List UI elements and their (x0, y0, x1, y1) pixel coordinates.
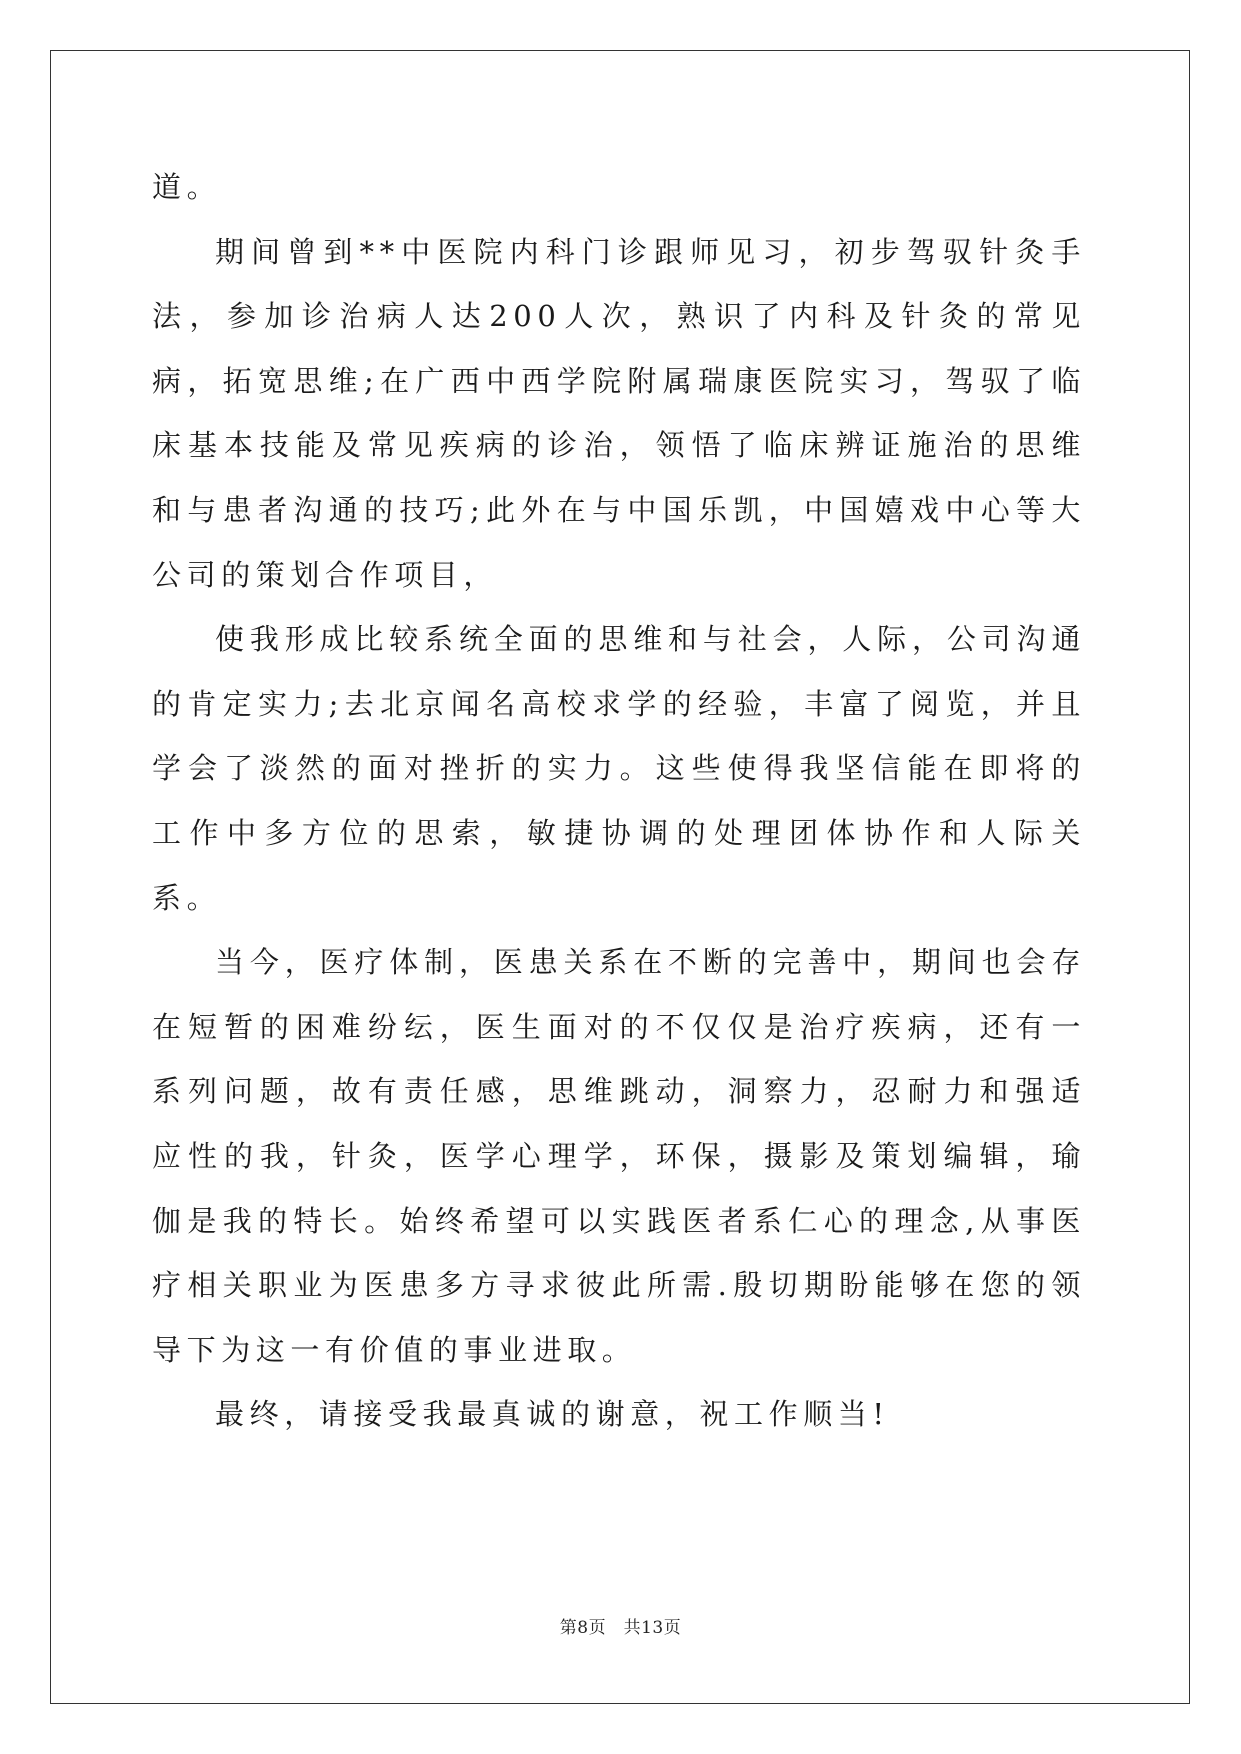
paragraph-internship: 期间曾到**中医院内科门诊跟师见习，初步驾驭针灸手法，参加诊治病人达200人次，熟识了内科及针灸的常见病，拓宽思维;在广西中西学院附属瑞康医院实习，驾驭了临床基本技能及常见疾病的诊治，领悟了临床辨证施治的思维和与患者沟通的技巧;此外在与中国乐凯，中国嬉戏中心等大公司的策划合作项目， (152, 234, 1086, 592)
paragraph-continuation: 道。 (152, 170, 222, 204)
document-body (152, 155, 1086, 1447)
paragraph-abilities: 使我形成比较系统全面的思维和与社会，人际，公司沟通的肯定实力;去北京闻名高校求学的经验，丰富了阅览，并且学会了淡然的面对挫折的实力。这些使得我坚信能在即将的工作中多方位的思索，敏捷协调的处理团体协作和人际关系。 (152, 622, 1086, 915)
page-number-footer: 第8页 共13页 (559, 1618, 682, 1638)
paragraph-closing: 最终，请接受我最真诚的谢意，祝工作顺当! (215, 1397, 890, 1432)
paragraph-aspirations: 当今，医疗体制，医患关系在不断的完善中，期间也会存在短暂的困难纷纭，医生面对的不仅仅是治疗疾病，还有一系列问题，故有责任感，思维跳动，洞察力，忍耐力和强适应性的我，针灸，医学心理学，环保，摄影及策划编辑，瑜伽是我的特长。始终希望可以实践医者系仁心的理念,从事医疗相关职业为医患多方寻求彼此所需.殷切期盼能够在您的领导下为这一有价值的事业进取。 (152, 945, 1086, 1367)
